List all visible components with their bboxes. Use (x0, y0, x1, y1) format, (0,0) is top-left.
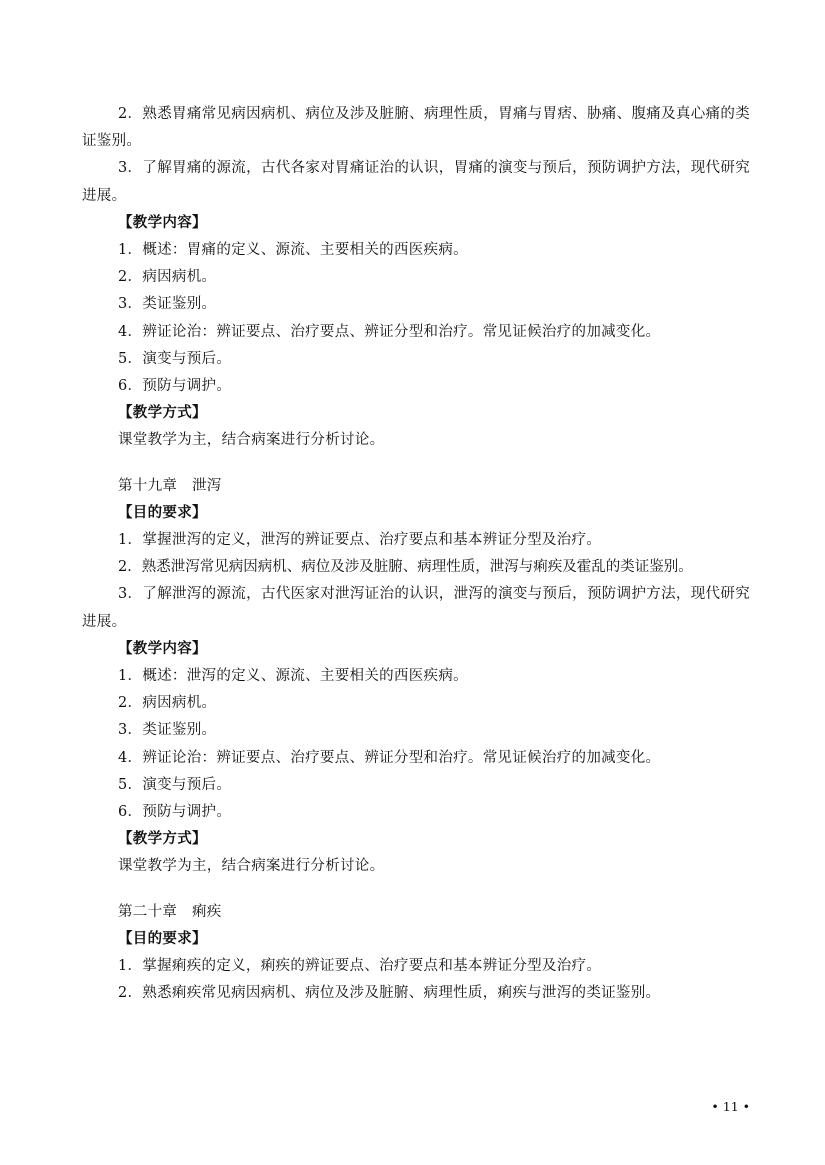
content-item: 3．类证鉴别。 (118, 296, 217, 313)
section-heading-teaching-method: 【教学方式】 (118, 831, 207, 848)
page-number: • 11 • (711, 1099, 750, 1114)
content-item: 5．演变与预后。 (118, 350, 232, 367)
content-item: 2．病因病机。 (118, 695, 217, 712)
requirement-item: 3．了解胃痛的源流，古代各家对胃痛证治的认识，胃痛的演变与预后，预防调护方法，现代研究进展。 (82, 160, 750, 204)
content-item: 2．病因病机。 (118, 269, 217, 286)
requirement-item: 1．掌握泄泻的定义，泄泻的辨证要点、治疗要点和基本辨证分型及治疗。 (118, 532, 602, 549)
requirement-item: 2．熟悉泄泻常见病因病机、病位及涉及脏腑、病理性质，泄泻与痢疾及霍乱的类证鉴别。 (118, 559, 693, 576)
page-content (82, 101, 750, 1008)
requirement-item: 3．了解泄泻的源流，古代医家对泄泻证治的认识，泄泻的演变与预后，预防调护方法，现代研究进展。 (82, 586, 750, 630)
content-item: 6．预防与调护。 (118, 804, 232, 821)
requirement-item: 2．熟悉胃痛常见病因病机、病位及涉及脏腑、病理性质，胃痛与胃痞、胁痛、腹痛及真心痛的类证鉴别。 (82, 106, 750, 150)
section-heading-teaching-content: 【教学内容】 (118, 640, 207, 657)
content-item: 4．辨证论治：辨证要点、治疗要点、辨证分型和治疗。常见证候治疗的加减变化。 (118, 749, 661, 766)
section-heading-teaching-content: 【教学内容】 (118, 214, 207, 231)
section-heading-teaching-method: 【教学方式】 (118, 405, 207, 422)
chapter-title: 第十九章 泄泻 (118, 477, 222, 494)
teaching-method-text: 课堂教学为主，结合病案进行分析讨论。 (118, 432, 385, 449)
requirement-item: 1．掌握痢疾的定义，痢疾的辨证要点、治疗要点和基本辨证分型及治疗。 (118, 958, 602, 975)
teaching-method-text: 课堂教学为主，结合病案进行分析讨论。 (118, 858, 385, 875)
content-item: 3．类证鉴别。 (118, 722, 217, 739)
content-item: 6．预防与调护。 (118, 378, 232, 395)
content-item: 1．概述：泄泻的定义、源流、主要相关的西医疾病。 (118, 668, 468, 685)
section-heading-objectives: 【目的要求】 (118, 504, 207, 521)
requirement-item: 2．熟悉痢疾常见病因病机、病位及涉及脏腑、病理性质，痢疾与泄泻的类证鉴别。 (118, 985, 661, 1002)
content-item: 5．演变与预后。 (118, 776, 232, 793)
content-item: 4．辨证论治：辨证要点、治疗要点、辨证分型和治疗。常见证候治疗的加减变化。 (118, 323, 661, 340)
content-item: 1．概述：胃痛的定义、源流、主要相关的西医疾病。 (118, 242, 468, 259)
chapter-title: 第二十章 痢疾 (118, 903, 222, 920)
section-heading-objectives: 【目的要求】 (118, 930, 207, 947)
